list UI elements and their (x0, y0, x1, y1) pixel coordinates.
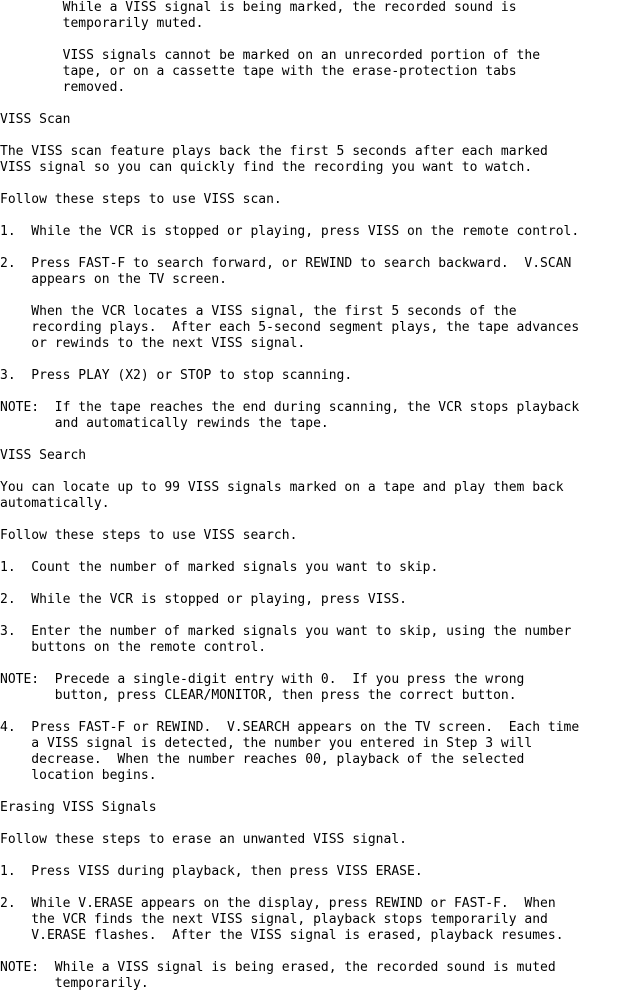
text-line: While a VISS signal is being marked, the recorded sound is (0, 0, 517, 15)
text-line: temporarily muted. (0, 16, 204, 31)
text-line (0, 32, 640, 48)
text-line: decrease. When the number reaches 00, playback of the selected (0, 752, 525, 767)
text-line: 4. Press FAST-F or REWIND. V.SEARCH appears on the TV screen. Each time (0, 720, 580, 735)
text-line (0, 512, 640, 528)
text-line: VISS signal so you can quickly find the recording you want to watch. (0, 160, 533, 175)
text-line (0, 352, 640, 368)
text-line: 2. While the VCR is stopped or playing, press VISS. (0, 592, 407, 607)
text-line (0, 784, 640, 800)
text-line (0, 880, 640, 896)
text-line (0, 128, 640, 144)
text-line (0, 816, 640, 832)
text-line: automatically. (0, 496, 110, 511)
text-line: The VISS scan feature plays back the first 5 seconds after each marked (0, 144, 548, 159)
text-line: NOTE: Precede a single-digit entry with 0. If you press the wrong (0, 672, 525, 687)
text-line (0, 384, 640, 400)
text-line (0, 848, 640, 864)
text-line: or rewinds to the next VISS signal. (0, 336, 306, 351)
text-line: NOTE: If the tape reaches the end during scanning, the VCR stops playback (0, 400, 580, 415)
text-line: a VISS signal is detected, the number you entered in Step 3 will (0, 736, 533, 751)
text-line: 2. Press FAST-F to search forward, or REWIND to search backward. V.SCAN (0, 256, 572, 271)
text-line (0, 288, 640, 304)
text-line: When the VCR locates a VISS signal, the first 5 seconds of the (0, 304, 517, 319)
text-line (0, 576, 640, 592)
text-line: Follow these steps to use VISS search. (0, 528, 298, 543)
text-line: appears on the TV screen. (0, 272, 227, 287)
text-line (0, 704, 640, 720)
text-line: 3. Enter the number of marked signals you want to skip, using the number (0, 624, 572, 639)
text-line: VISS signals cannot be marked on an unrecorded portion of the (0, 48, 541, 63)
text-line: button, press CLEAR/MONITOR, then press the correct button. (0, 688, 517, 703)
text-line: VISS Scan (0, 112, 71, 127)
text-line: You can locate up to 99 VISS signals marked on a tape and play them back (0, 480, 564, 495)
text-line: buttons on the remote control. (0, 640, 267, 655)
text-line: location begins. (0, 768, 157, 783)
text-line (0, 176, 640, 192)
text-line (0, 544, 640, 560)
text-line (0, 944, 640, 960)
text-line: Erasing VISS Signals (0, 800, 157, 815)
text-line: 3. Press PLAY (X2) or STOP to stop scanning. (0, 368, 353, 383)
text-line: Follow these steps to erase an unwanted VISS signal. (0, 832, 407, 847)
text-line: tape, or on a cassette tape with the erase-protection tabs (0, 64, 517, 79)
text-line (0, 240, 640, 256)
text-line: VISS Search (0, 448, 87, 463)
text-line (0, 656, 640, 672)
text-line: recording plays. After each 5-second segment plays, the tape advances (0, 320, 580, 335)
text-line: 1. Press VISS during playback, then press VISS ERASE. (0, 864, 423, 879)
text-line: and automatically rewinds the tape. (0, 416, 329, 431)
text-line: temporarily. (0, 976, 149, 991)
text-line: NOTE: While a VISS signal is being erased, the recorded sound is muted (0, 960, 556, 975)
text-line: 1. Count the number of marked signals you want to skip. (0, 560, 439, 575)
text-line (0, 608, 640, 624)
text-line (0, 96, 640, 112)
text-line (0, 432, 640, 448)
text-line: V.ERASE flashes. After the VISS signal is erased, playback resumes. (0, 928, 564, 943)
text-line (0, 208, 640, 224)
text-line (0, 464, 640, 480)
text-line: removed. (0, 80, 126, 95)
text-line: the VCR finds the next VISS signal, playback stops temporarily and (0, 912, 548, 927)
text-line: Follow these steps to use VISS scan. (0, 192, 282, 207)
text-line: 1. While the VCR is stopped or playing, press VISS on the remote control. (0, 224, 580, 239)
text-line: 2. While V.ERASE appears on the display, press REWIND or FAST-F. When (0, 896, 556, 911)
